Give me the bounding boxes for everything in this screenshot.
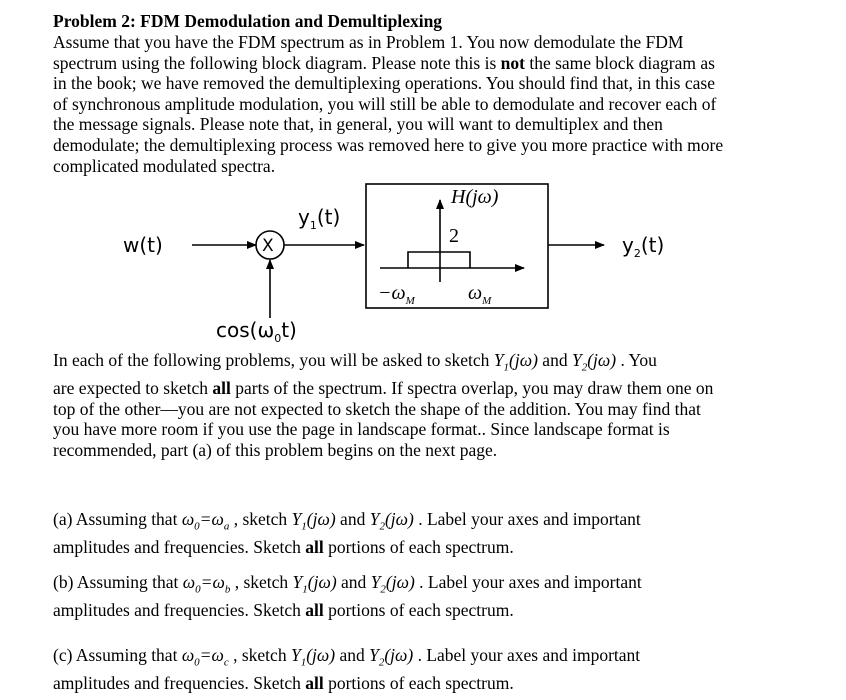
instructions-line-1: In each of the following problems, you will be asked to sketch $Y_1(j\omega)$ and $Y_2(j\omega)$ . You bbox=[53, 350, 657, 374]
part-a-line-2: amplitudes and frequencies. Sketch all portions of each spectrum. bbox=[53, 537, 514, 558]
carrier-label: $\cos(\omega_0t)$ bbox=[216, 318, 297, 345]
filter-title: H(jω) bbox=[451, 186, 499, 208]
output-signal-label: $y_2(t)$ bbox=[622, 233, 665, 260]
intro-line-3: in the book; we have removed the demultiplexing operations. You should find that, in this case bbox=[53, 73, 715, 94]
instructions-line-5: recommended, part (a) of this problem begins on the next page. bbox=[53, 439, 498, 460]
intro-line-2: spectrum using the following block diagram. Please note this is not the same block diagram as bbox=[53, 52, 715, 73]
instructions-line-2: are expected to sketch all parts of the spectrum. If spectra overlap, you may draw them one on bbox=[53, 378, 714, 399]
intro-line-7: complicated modulated spectra. bbox=[53, 155, 276, 176]
part-c bbox=[53, 645, 833, 694]
part-c-line-2: amplitudes and frequencies. Sketch all portions of each spectrum. bbox=[53, 673, 514, 694]
intro-line-4: of synchronous amplitude modulation, you will still be able to demodulate and recover each of bbox=[53, 93, 717, 114]
part-c-line-1: (c) Assuming that $\omega_0=\omega_c$ , sketch $Y_1(j\omega)$ and $Y_2(j\omega)$ . Label your axes and important bbox=[53, 645, 641, 669]
part-a-line-1: (a) Assuming that $\omega_0=\omega_a$ , sketch $Y_1(j\omega)$ and $Y_2(j\omega)$ . Label your axes and important bbox=[53, 509, 641, 533]
part-b bbox=[53, 572, 833, 621]
intro-line-1: Assume that you have the FDM spectrum as in Problem 1. You now demodulate the FDM bbox=[53, 32, 684, 52]
instructions-paragraph bbox=[53, 350, 833, 460]
part-b-line-1: (b) Assuming that $\omega_0=\omega_b$ , sketch $Y_1(j\omega)$ and $Y_2(j\omega)$ . Label your axes and important bbox=[53, 572, 642, 596]
filter-gain-label: 2 bbox=[449, 225, 459, 247]
instructions-line-4: you have more room if you use the page in landscape format.. Since landscape format is bbox=[53, 419, 670, 440]
problem-title: Problem 2: FDM Demodulation and Demultiplexing bbox=[53, 11, 443, 31]
part-a bbox=[53, 509, 833, 558]
part-b-line-2: amplitudes and frequencies. Sketch all portions of each spectrum. bbox=[53, 600, 514, 621]
intro-line-5: the message signals. Please note that, in general, you will want to demultiplex and then bbox=[53, 114, 663, 135]
pos-cutoff-label: $\omega_M$ bbox=[468, 282, 492, 307]
multiplier-x-label: X bbox=[262, 236, 274, 256]
input-signal-label: w(t) bbox=[123, 233, 163, 257]
instructions-line-3: top of the other—you are not expected to sketch the shape of the addition. You may find that bbox=[53, 398, 701, 419]
neg-cutoff-label: $-\omega_M$ bbox=[378, 282, 415, 307]
intro-line-6: demodulate; the demultiplexing process was removed here to give you more practice with more bbox=[53, 134, 724, 155]
mid-signal-label: $y_1(t)$ bbox=[298, 205, 341, 232]
